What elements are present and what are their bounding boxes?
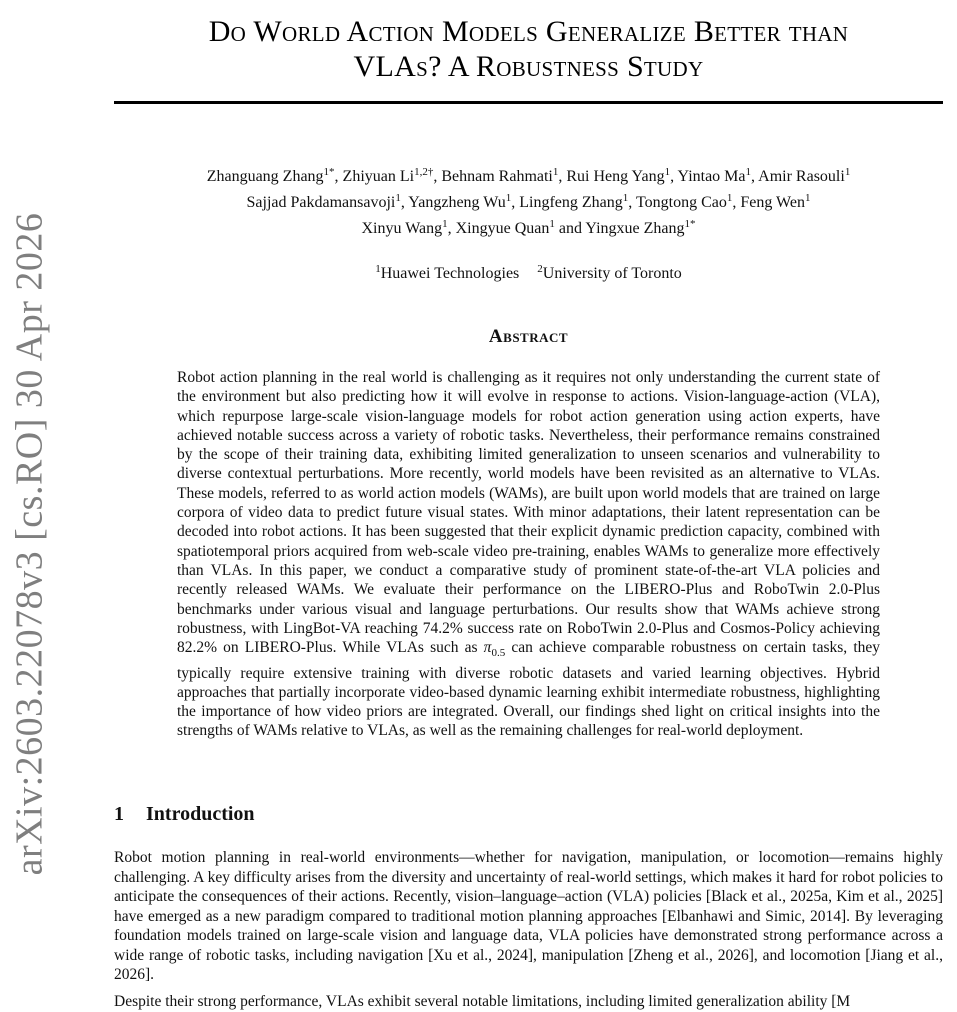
author-affiliation-mark: 1* [684, 218, 696, 230]
author-affiliation-mark: 1 [804, 192, 811, 204]
author-affiliation-mark: 1 [552, 166, 559, 178]
paper-title-line-2: VLAs? A Robustness Study [353, 50, 704, 83]
author-affiliation-mark: 1 [505, 192, 512, 204]
author-conjunction: and [558, 220, 582, 237]
author-name: Feng Wen [740, 194, 805, 211]
affiliation-mark: 2 [537, 263, 543, 275]
section-number: 1 [114, 803, 124, 825]
author-affiliation-mark: 1,2† [414, 166, 434, 178]
affiliation-name: University of Toronto [542, 265, 682, 282]
author-line-2: Sajjad Pakdamansavoji$^1$, Yangzheng Wu$^1$, Lingfeng Zhang$^1$, Tongtong Cao$^1$, Feng Wen$^1$ [246, 192, 811, 211]
section-title: Introduction [146, 803, 255, 825]
affiliation-name: Huawei Technologies [380, 265, 520, 282]
author-name: Xinyu Wang [361, 220, 443, 237]
author-affiliation-mark: 1 [844, 166, 851, 178]
author-affiliation-mark: 1 [549, 218, 555, 230]
abstract-text-part-2: can achieve comparable robustness on certain tasks, they typically require extensive training with diverse robotic datasets and varied learning objectives. Hybrid approaches that partially incorporate video-based dynamic learning exhibit intermediate robustness, highlighting the importance of how video priors are integrated. Overall, our findings shed light on critical insights into the strengths of WAMs relative to VLAs, as well as the remaining challenges for real-world deployment. [177, 639, 880, 740]
author-name: Zhiyuan Li [342, 168, 415, 185]
author-name: Behnam Rahmati [441, 168, 553, 185]
arxiv-identifier: arXiv:2603.22078v3 [cs.RO] 30 Apr 2026 [8, 212, 50, 876]
author-affiliation-mark: 1 [745, 166, 752, 178]
author-name: Zhanguang Zhang [206, 168, 324, 185]
author-line-1: Zhanguang Zhang$^{1*}$, Zhiyuan $Li^{1,2\dagger}$, Behnam Rahmati$^1$, Rui Heng Yang$^1$, Yintao Ma$^1$, Amir Rasouli$^1$ [206, 166, 851, 185]
affiliation-list [114, 263, 943, 285]
author-name: Yintao Ma [677, 168, 746, 185]
abstract-text-part-1: Robot action planning in the real world is challenging as it requires not only understanding the current state of the environment but also predicting how it will evolve in response to actions. Vision-language-action (VLA), which repurpose large-scale vision-language models for robot action generation using action experts, have achieved notable success across a variety of robotic tasks. Nevertheless, their performance remains constrained by the scope of their training data, exhibiting limited generalization to unseen scenarios and vulnerability to diverse contextual perturbations. More recently, world models have been revisited as an alternative to VLAs. These models, referred to as world action models (WAMs), are built upon world models that are trained on large corpora of video data to predict future visual states. With minor adaptations, their latent representation can be decoded into robot actions. It has been suggested that their explicit dynamic prediction capacity, combined with spatiotemporal priors acquired from web-scale video pre-training, enables WAMs to generalize more effectively than VLAs. In this paper, we conduct a comparative study of prominent state-of-the-art VLA policies and recently released WAMs. We evaluate their performance on the LIBERO-Plus and RoboTwin 2.0-Plus benchmarks under various visual and language perturbations. Our results show that WAMs achieve strong robustness, with LingBot-VA reaching 74.2% success rate on RoboTwin 2.0-Plus and Cosmos-Policy achieving 82.2% on LIBERO-Plus. While VLAs such as [177, 369, 880, 657]
author-list [114, 164, 943, 242]
author-name: Yingxue Zhang [585, 220, 685, 237]
pi-subscript: 0.5 [491, 647, 506, 660]
title-rule [114, 101, 943, 104]
author-name: Xingyue Quan [455, 220, 550, 237]
author-name: Amir Rasouli [758, 168, 845, 185]
author-affiliation-mark: 1* [323, 166, 335, 178]
author-affiliation-mark: 1 [622, 192, 629, 204]
author-affiliation-mark: 1 [442, 218, 448, 230]
paper-title-line-1: Do World Action Models Generalize Better than [208, 15, 849, 48]
author-name: Yangzheng Wu [408, 194, 506, 211]
author-name: Sajjad Pakdamansavoji [246, 194, 396, 211]
author-name: Rui Heng Yang [566, 168, 665, 185]
affiliation-mark: 1 [375, 263, 381, 275]
abstract-heading: Abstract [488, 326, 569, 347]
author-affiliation-mark: 1 [664, 166, 671, 178]
author-affiliation-mark: 1 [726, 192, 733, 204]
intro-paragraph-1: Robot motion planning in real-world environments—whether for navigation, manipulation, or locomotion—remains highly challenging. A key difficulty arises from the diversity and uncertainty of real-world settings, which makes it hard for robot policies to anticipate the consequences of their actions. Recently, vision–language–action (VLA) policies [Black et al., 2025a, Kim et al., 2025] have emerged as a new paradigm compared to traditional motion planning approaches [Elbanhawi and Simic, 2014]. By leveraging foundation models trained on large-scale vision and language data, VLA policies have demonstrated strong performance across a wide range of robotic tasks, including navigation [Xu et al., 2024], manipulation [Zheng et al., 2026], and locomotion [Jiang et al., 2026]. [114, 849, 943, 983]
author-line-3: Xinyu Wang$^1$, Xingyue Quan$^1$ and Yingxue Zhang$^{1*}$ [361, 218, 696, 237]
author-affiliation-mark: 1 [395, 192, 401, 204]
section-heading-introduction [114, 803, 255, 826]
abstract-text [177, 368, 880, 741]
pi-symbol: π [483, 639, 492, 657]
intro-paragraph-2: Despite their strong performance, VLAs exhibit several notable limitations, including limited generalization ability [M [114, 993, 851, 1010]
paper-title [114, 14, 943, 84]
author-name: Lingfeng Zhang [519, 194, 623, 211]
arxiv-identifier-stamp [2, 212, 56, 876]
author-name: Tongtong Cao [635, 194, 727, 211]
